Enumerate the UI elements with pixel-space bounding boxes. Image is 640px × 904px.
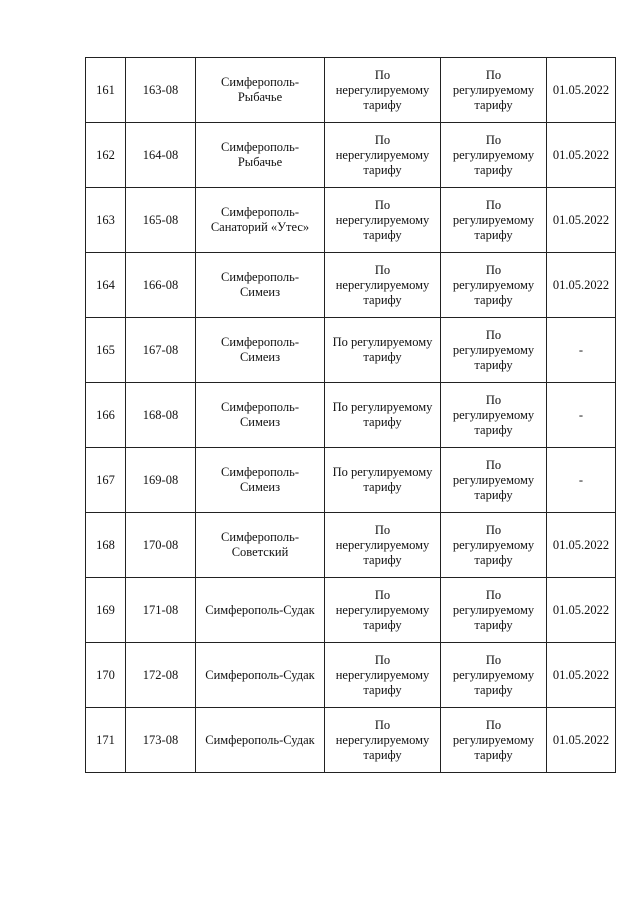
- route-code-cell: 171-08: [126, 578, 196, 643]
- tariff-type-a-cell: По регулируемому тарифу: [325, 448, 441, 513]
- tariff-type-a-cell: По нерегулируемому тарифу: [325, 123, 441, 188]
- tariff-type-a-cell: По нерегулируемому тарифу: [325, 643, 441, 708]
- route-code-cell: 166-08: [126, 253, 196, 318]
- row-number-cell: 168: [86, 513, 126, 578]
- tariff-type-b-cell: По регулируемому тарифу: [441, 253, 547, 318]
- route-name-cell: Симферополь- Санаторий «Утес»: [196, 188, 325, 253]
- table-row: [86, 188, 616, 253]
- tariff-type-a-cell: По нерегулируемому тарифу: [325, 513, 441, 578]
- tariff-type-a-cell: По регулируемому тарифу: [325, 383, 441, 448]
- effective-date-cell: -: [547, 448, 616, 513]
- route-code-cell: 165-08: [126, 188, 196, 253]
- tariff-type-b-cell: По регулируемому тарифу: [441, 448, 547, 513]
- route-name-cell: Симферополь- Симеиз: [196, 383, 325, 448]
- table-row: [86, 513, 616, 578]
- row-number-cell: 171: [86, 708, 126, 773]
- route-code-cell: 173-08: [126, 708, 196, 773]
- row-number-cell: 169: [86, 578, 126, 643]
- row-number-cell: 166: [86, 383, 126, 448]
- route-code-cell: 168-08: [126, 383, 196, 448]
- effective-date-cell: 01.05.2022: [547, 123, 616, 188]
- table-row: [86, 448, 616, 513]
- table-row: [86, 708, 616, 773]
- effective-date-cell: -: [547, 383, 616, 448]
- row-number-cell: 165: [86, 318, 126, 383]
- effective-date-cell: 01.05.2022: [547, 513, 616, 578]
- route-code-cell: 170-08: [126, 513, 196, 578]
- effective-date-cell: -: [547, 318, 616, 383]
- table-row: [86, 578, 616, 643]
- route-name-cell: Симферополь- Рыбачье: [196, 58, 325, 123]
- row-number-cell: 163: [86, 188, 126, 253]
- row-number-cell: 170: [86, 643, 126, 708]
- table-row: [86, 123, 616, 188]
- route-code-cell: 169-08: [126, 448, 196, 513]
- route-name-cell: Симферополь- Советский: [196, 513, 325, 578]
- table-row: [86, 643, 616, 708]
- route-name-cell: Симферополь- Симеиз: [196, 448, 325, 513]
- row-number-cell: 162: [86, 123, 126, 188]
- tariff-type-a-cell: По нерегулируемому тарифу: [325, 708, 441, 773]
- row-number-cell: 167: [86, 448, 126, 513]
- tariff-type-a-cell: По нерегулируемому тарифу: [325, 188, 441, 253]
- table-row: [86, 253, 616, 318]
- route-code-cell: 172-08: [126, 643, 196, 708]
- tariff-type-b-cell: По регулируемому тарифу: [441, 578, 547, 643]
- effective-date-cell: 01.05.2022: [547, 188, 616, 253]
- table-row: [86, 318, 616, 383]
- tariff-type-b-cell: По регулируемому тарифу: [441, 383, 547, 448]
- tariff-type-b-cell: По регулируемому тарифу: [441, 643, 547, 708]
- tariff-type-b-cell: По регулируемому тарифу: [441, 123, 547, 188]
- tariff-type-b-cell: По регулируемому тарифу: [441, 708, 547, 773]
- route-code-cell: 163-08: [126, 58, 196, 123]
- table-row: [86, 58, 616, 123]
- route-name-cell: Симферополь-Судак: [196, 578, 325, 643]
- tariff-type-b-cell: По регулируемому тарифу: [441, 513, 547, 578]
- route-code-cell: 164-08: [126, 123, 196, 188]
- effective-date-cell: 01.05.2022: [547, 708, 616, 773]
- table-row: [86, 383, 616, 448]
- effective-date-cell: 01.05.2022: [547, 253, 616, 318]
- row-number-cell: 164: [86, 253, 126, 318]
- route-name-cell: Симферополь-Судак: [196, 643, 325, 708]
- tariff-type-a-cell: По нерегулируемому тарифу: [325, 578, 441, 643]
- effective-date-cell: 01.05.2022: [547, 58, 616, 123]
- route-code-cell: 167-08: [126, 318, 196, 383]
- row-number-cell: 161: [86, 58, 126, 123]
- effective-date-cell: 01.05.2022: [547, 643, 616, 708]
- tariff-type-b-cell: По регулируемому тарифу: [441, 58, 547, 123]
- route-name-cell: Симферополь-Судак: [196, 708, 325, 773]
- route-name-cell: Симферополь- Рыбачье: [196, 123, 325, 188]
- tariff-type-a-cell: По нерегулируемому тарифу: [325, 253, 441, 318]
- tariff-type-a-cell: По нерегулируемому тарифу: [325, 58, 441, 123]
- tariff-type-b-cell: По регулируемому тарифу: [441, 318, 547, 383]
- table-body: [86, 58, 616, 773]
- route-name-cell: Симферополь- Симеиз: [196, 253, 325, 318]
- effective-date-cell: 01.05.2022: [547, 578, 616, 643]
- tariff-type-a-cell: По регулируемому тарифу: [325, 318, 441, 383]
- route-name-cell: Симферополь- Симеиз: [196, 318, 325, 383]
- route-tariff-table: [85, 57, 616, 773]
- tariff-type-b-cell: По регулируемому тарифу: [441, 188, 547, 253]
